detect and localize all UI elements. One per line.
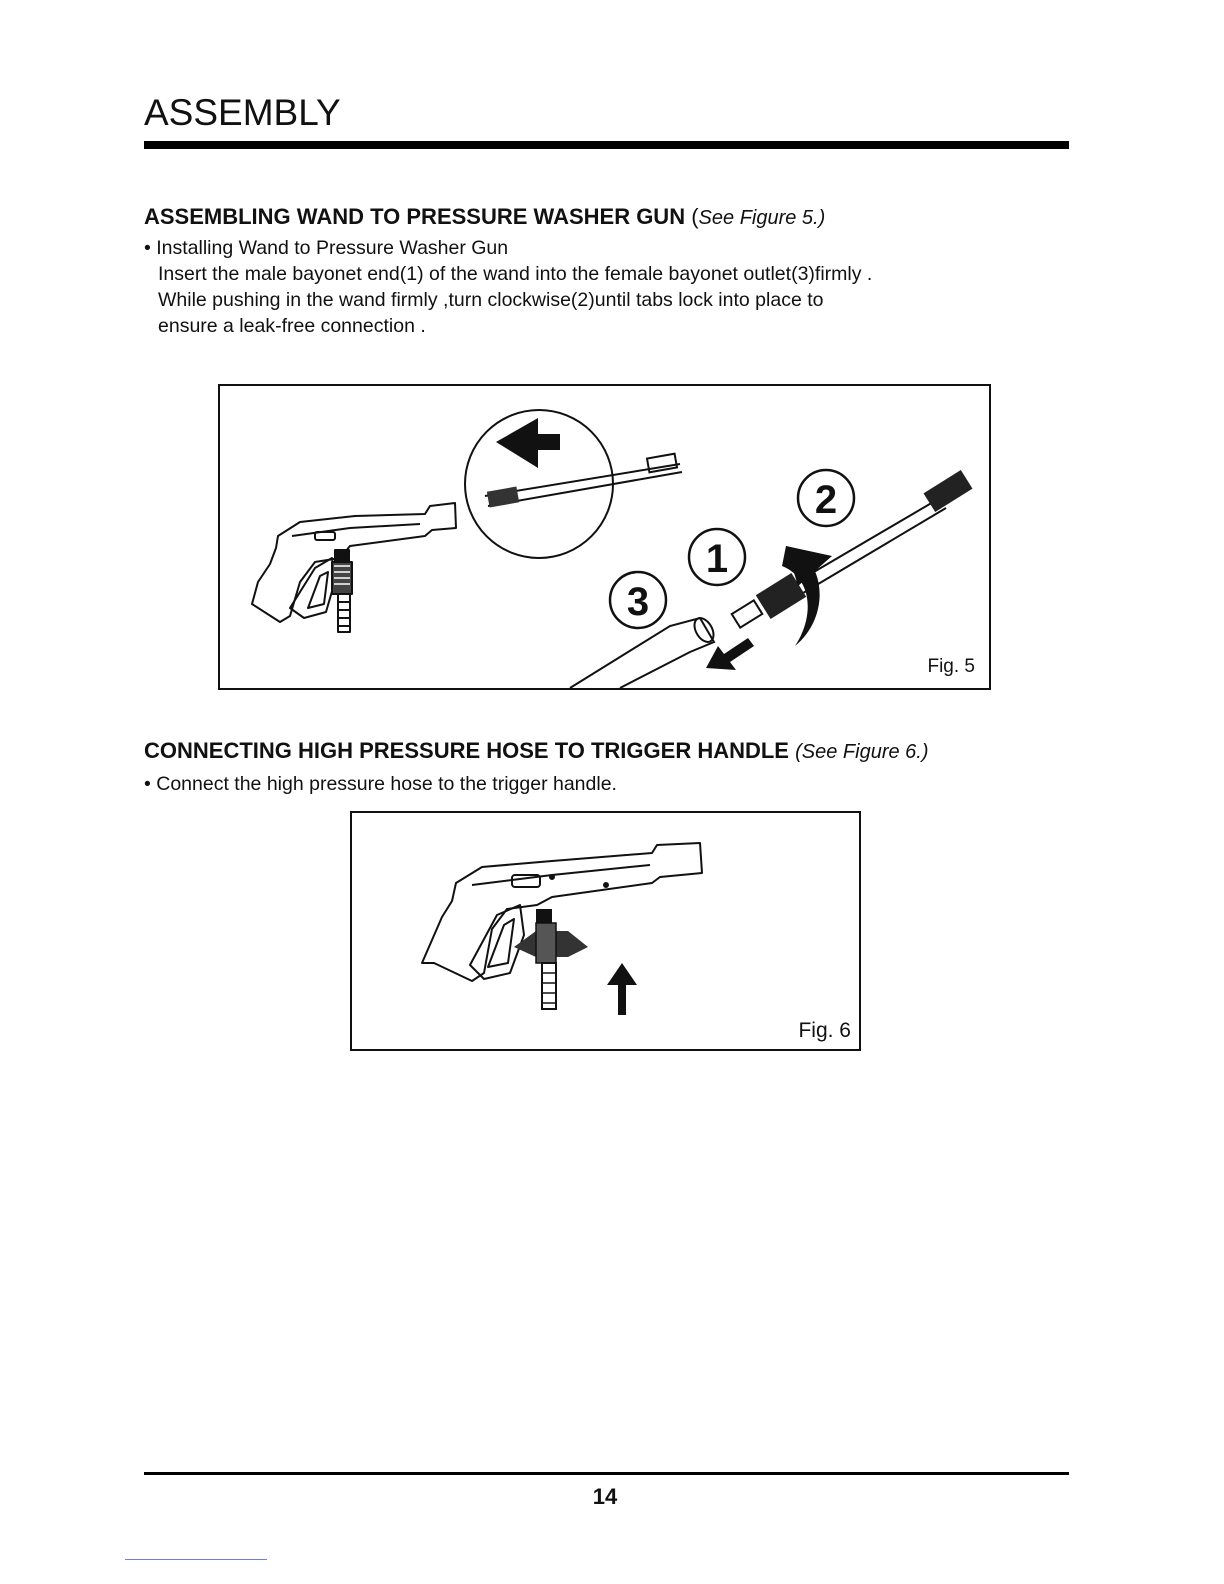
- callout-label: 1: [705, 537, 729, 581]
- hose-fitting-icon: [514, 909, 588, 1009]
- figure-5: [218, 384, 991, 690]
- section-heading-text: ASSEMBLING WAND TO PRESSURE WASHER GUN: [144, 204, 686, 229]
- callout-3: [610, 572, 666, 628]
- arrow-icon: [496, 418, 560, 468]
- section-heading-hose: [144, 738, 929, 764]
- footer-divider: [144, 1472, 1069, 1475]
- instruction-line: While pushing in the wand firmly ,turn clockwise(2)until tabs lock into place to: [158, 289, 824, 311]
- footer-link-underline: [125, 1559, 267, 1560]
- section-heading-wand: [144, 204, 825, 230]
- figure-6-illustration: [352, 813, 859, 1049]
- figure-caption: Fig. 6: [798, 1019, 851, 1042]
- spray-gun-icon: [422, 843, 702, 981]
- instruction-line: Insert the male bayonet end(1) of the wand into the female bayonet outlet(3)firmly .: [158, 263, 873, 285]
- callout-2: [798, 470, 854, 526]
- up-arrow-icon: [607, 963, 637, 1015]
- page-title: ASSEMBLY: [144, 92, 341, 133]
- callout-1: [689, 529, 745, 585]
- figure-reference: See Figure 5.): [698, 207, 826, 229]
- spray-gun-icon: [252, 503, 456, 632]
- callout-label: 3: [626, 580, 650, 624]
- figure-caption: Fig. 5: [927, 656, 975, 677]
- figure-ref-paren: (: [691, 204, 699, 229]
- inset-detail-circle: [465, 410, 682, 558]
- section-heading-text: CONNECTING HIGH PRESSURE HOSE TO TRIGGER HANDLE: [144, 738, 789, 763]
- page-number: 14: [592, 1484, 618, 1509]
- figure-reference: (See Figure 6.): [795, 741, 929, 763]
- bullet-item: • Installing Wand to Pressure Washer Gun: [144, 237, 509, 259]
- bullet-item: • Connect the high pressure hose to the trigger handle.: [144, 773, 617, 795]
- figure-6: [350, 811, 861, 1051]
- instruction-line: ensure a leak-free connection .: [158, 315, 426, 337]
- title-divider: [144, 141, 1069, 149]
- figure-5-illustration: [220, 386, 989, 688]
- callout-label: 2: [814, 478, 838, 522]
